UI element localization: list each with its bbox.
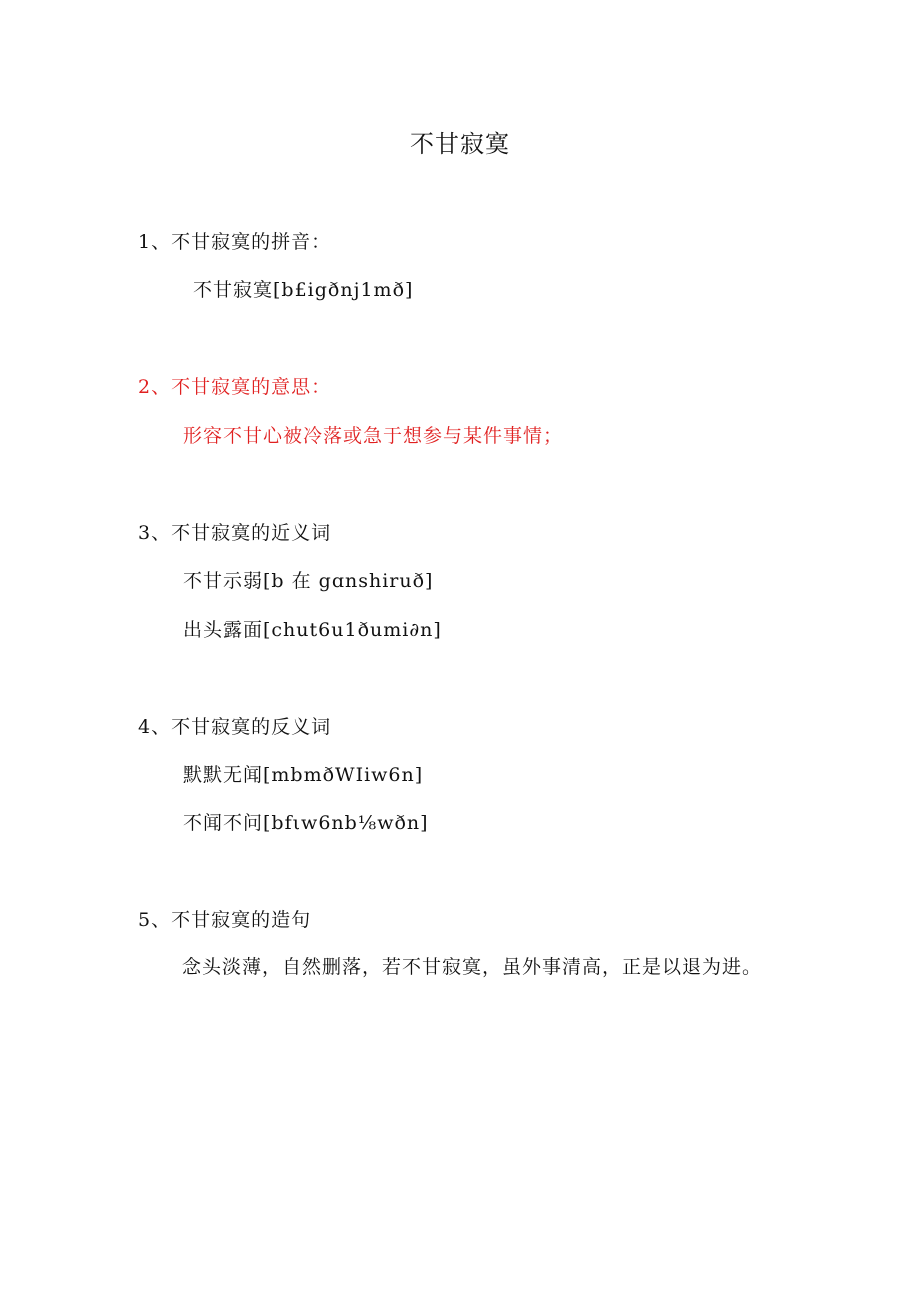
section-5-heading: 5、不甘寂寞的造句 [138, 909, 312, 931]
page-title: 不甘寂寞 [410, 130, 510, 158]
section-2-heading: 2、不甘寂寞的意思： [138, 376, 332, 398]
section-4-item-antonym-2: 不闻不问[bfιw6nb⅛wðn] [183, 812, 429, 834]
section-1-item-pinyin: 不甘寂寞[b£igðnj1mð] [193, 279, 414, 301]
section-3-heading: 3、不甘寂寞的近义词 [138, 522, 332, 544]
section-4-heading: 4、不甘寂寞的反义词 [138, 716, 332, 738]
section-2-item-meaning: 形容不甘心被冷落或急于想参与某件事情； [183, 425, 564, 447]
section-1-heading: 1、不甘寂寞的拼音： [138, 231, 332, 253]
section-4-item-antonym-1: 默默无闻[mbmðWIiw6n] [183, 764, 424, 786]
section-3-item-synonym-2: 出头露面[chut6u1ðumi∂n] [183, 619, 442, 641]
section-3-item-synonym-1: 不甘示弱[b 在 gɑnshiruð] [183, 570, 434, 592]
section-5-example-sentence: 念头淡薄，自然删落，若不甘寂寞，虽外事清高，正是以退为进。 [182, 956, 763, 978]
